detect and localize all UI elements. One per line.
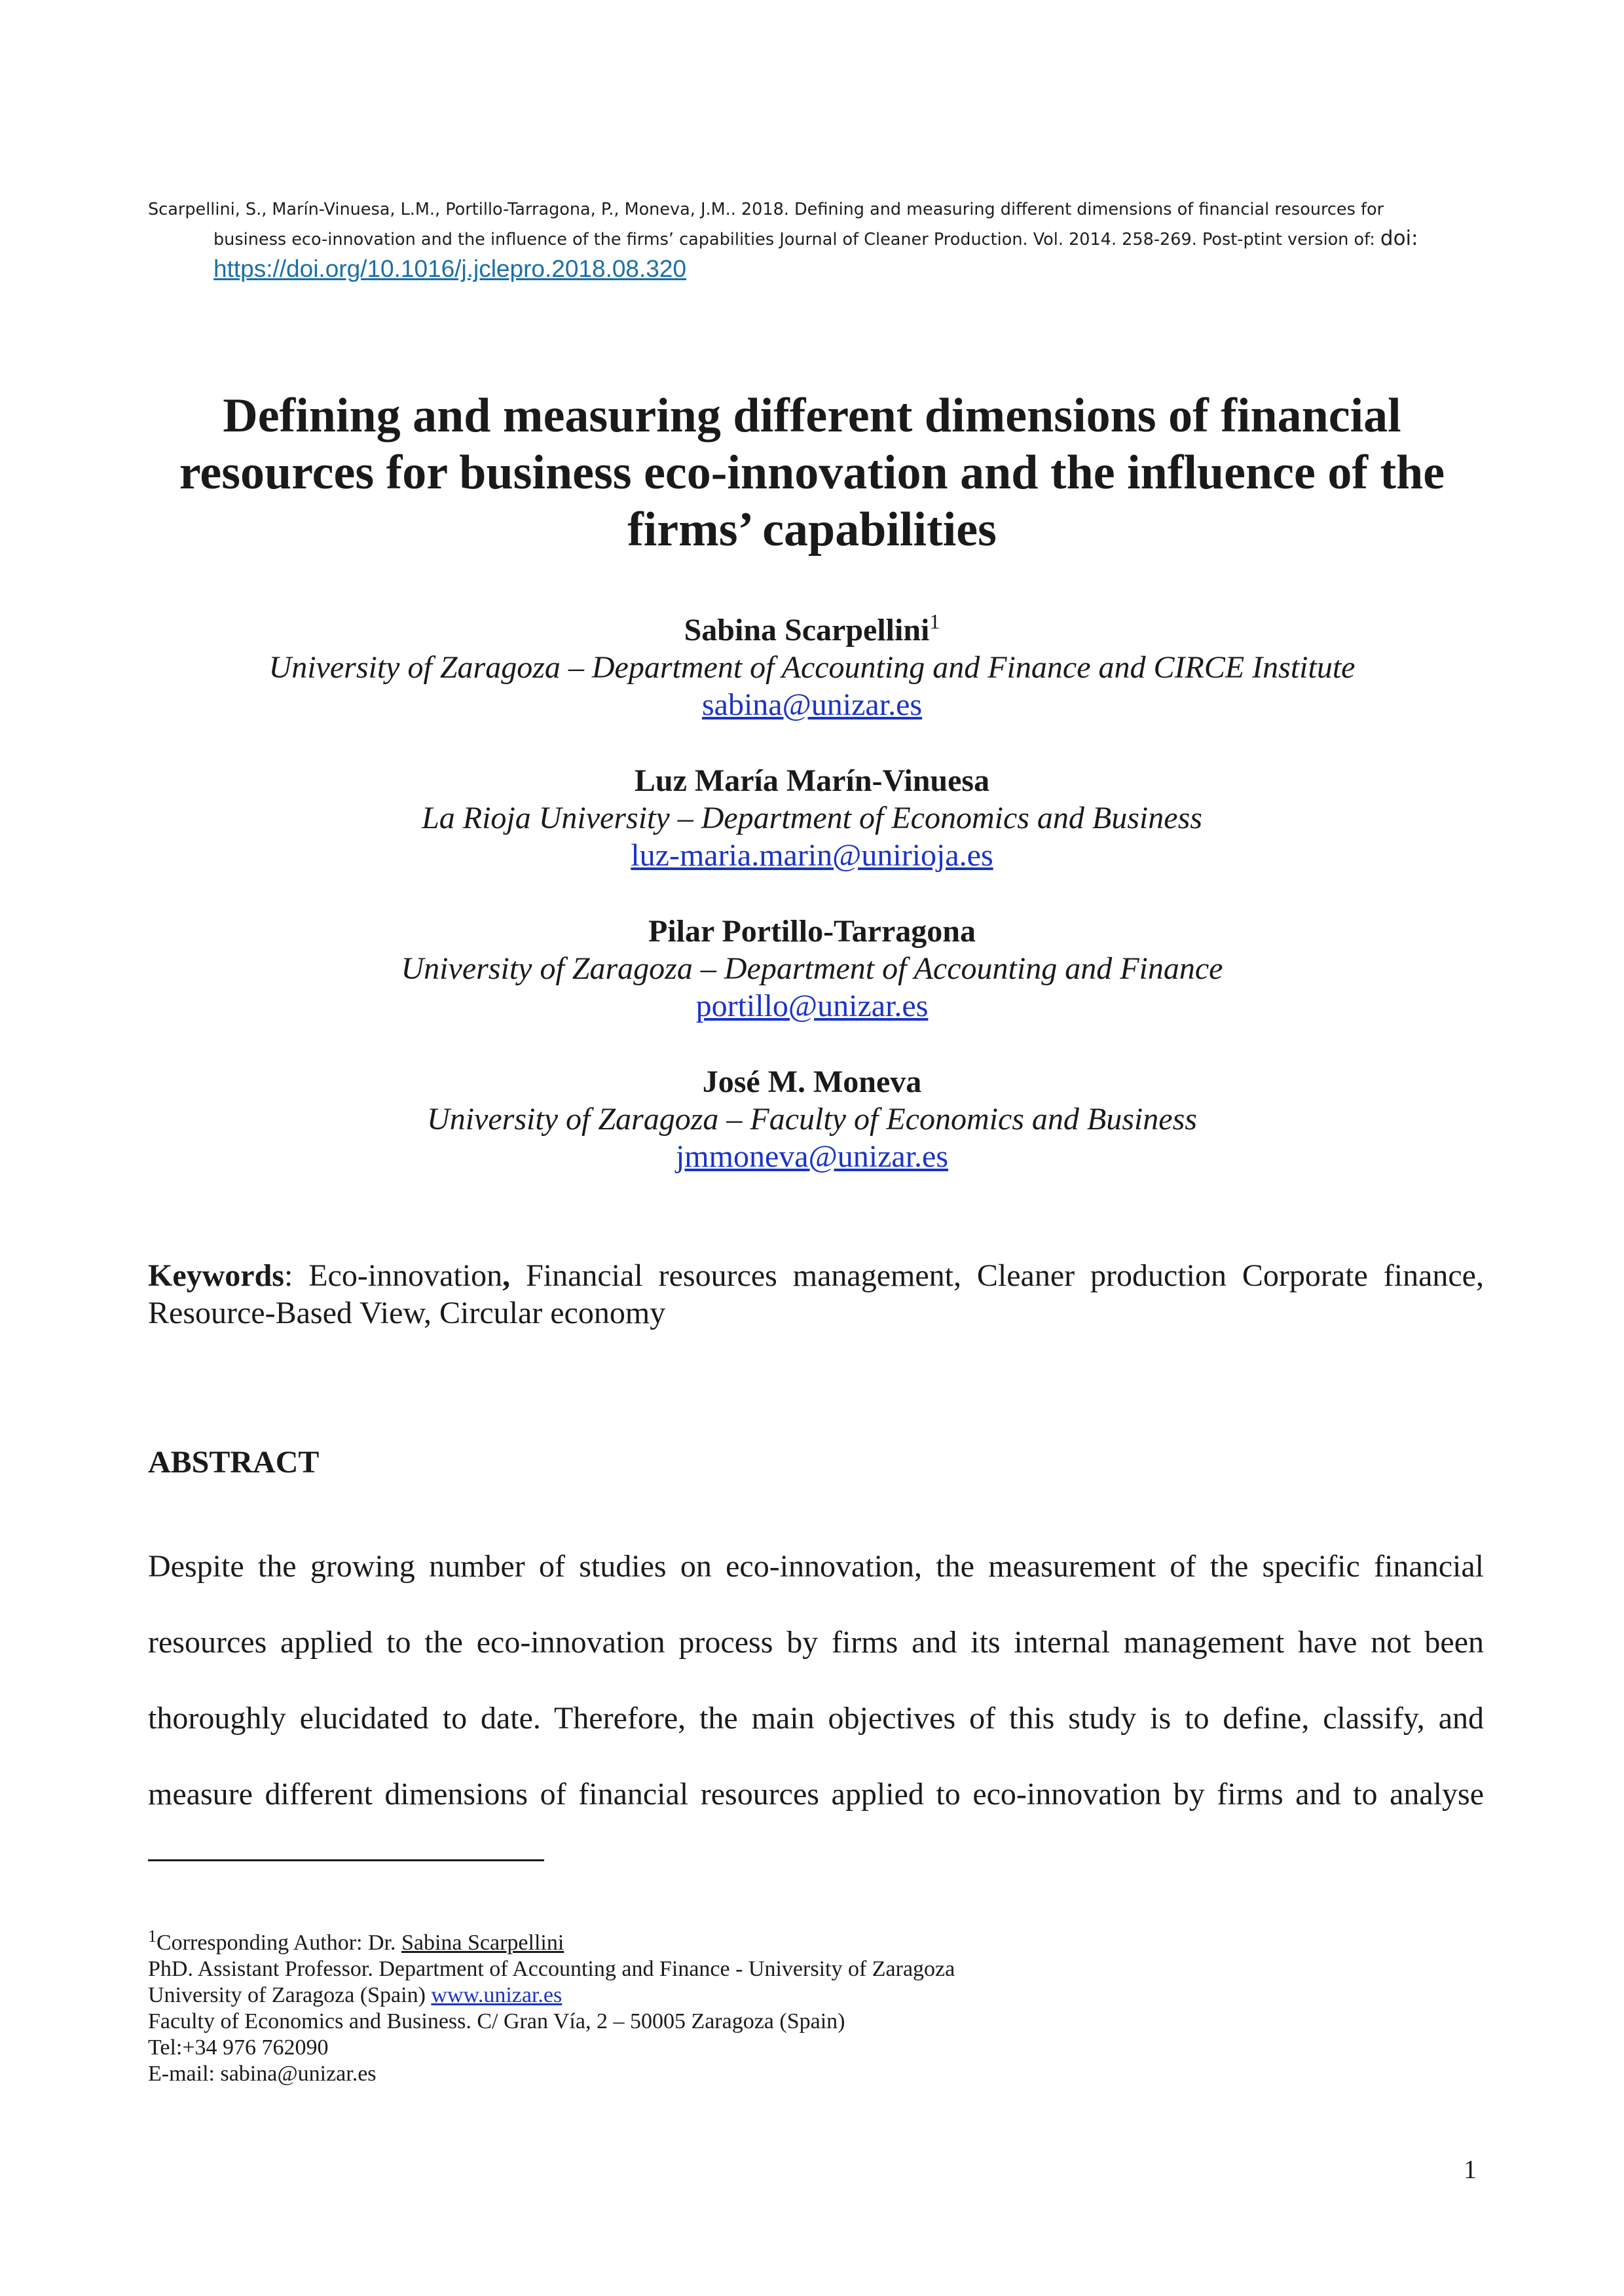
author-email-row <box>118 1138 1506 1175</box>
keywords-rest: Financial resources management, Cleaner production Corporate finance, Resource-Based View, Circular economy <box>148 1258 1484 1330</box>
author-email-row <box>118 686 1506 723</box>
author-affiliation: University of Zaragoza – Department of Accounting and Finance and CIRCE Institute <box>268 650 1356 685</box>
footnote-line-3 <box>148 1982 1484 2009</box>
citation-line-2-text: business eco-innovation and the influence of the firms’ capabilities Journal of Cleaner Production. Vol. 2014. 258-269. Post-ptint version of: <box>213 230 1380 249</box>
footnote-divider <box>148 1859 544 1861</box>
citation-line-2 <box>148 224 1484 254</box>
author-email-row <box>118 837 1506 874</box>
author-name: José M. Moneva <box>702 1065 922 1099</box>
footnote-mark: 1 <box>929 610 940 633</box>
author-name <box>118 611 1506 649</box>
abstract-heading: ABSTRACT <box>148 1445 320 1480</box>
footnote-line-6: E-mail: sabina@unizar.es <box>148 2062 377 2086</box>
author-email-link[interactable]: sabina@unizar.es <box>701 687 923 722</box>
footnote <box>148 1927 1484 2087</box>
page-number: 1 <box>1464 2155 1477 2184</box>
citation-line-3 <box>148 254 1484 286</box>
footnote-line-4: Faculty of Economics and Business. C/ Gran Vía, 2 – 50005 Zaragoza (Spain) <box>148 2009 845 2033</box>
author-name-text: Sabina Scarpellini <box>684 613 930 647</box>
university-website-link[interactable]: www.unizar.es <box>431 1983 563 2007</box>
author-block <box>118 913 1506 1025</box>
author-name: Luz María Marín-Vinuesa <box>634 763 990 798</box>
title-line-1: Defining and measuring different dimensions of financial <box>223 389 1401 443</box>
footnote-line-5: Tel:+34 976 762090 <box>148 2035 329 2060</box>
author-email-link[interactable]: jmmoneva@unizar.es <box>675 1139 949 1174</box>
abstract-line: resources applied to the eco-innovation process by firms and its internal management have not been <box>148 1625 1484 1660</box>
keywords-comma: , <box>502 1258 511 1293</box>
author-affiliation: La Rioja University – Department of Economics and Business <box>422 801 1202 835</box>
abstract-line: thoroughly elucidated to date. Therefore, the main objectives of this study is to define, classify, and <box>148 1701 1484 1736</box>
paper-title <box>118 388 1506 558</box>
footnote-mark: 1 <box>148 1927 157 1946</box>
abstract-line: measure different dimensions of financial resources applied to eco-innovation by firms and to analyse <box>148 1777 1484 1812</box>
footnote-line-3-prefix: University of Zaragoza (Spain) <box>148 1983 432 2007</box>
author-email-row <box>118 987 1506 1025</box>
footnote-line-2: PhD. Assistant Professor. Department of Accounting and Finance - University of Zaragoza <box>148 1957 955 1981</box>
author-list <box>118 611 1506 1214</box>
author-block <box>118 762 1506 874</box>
author-affiliation: University of Zaragoza – Faculty of Economics and Business <box>427 1102 1197 1137</box>
keywords-section <box>148 1257 1484 1332</box>
title-line-2: resources for business eco-innovation and the influence of the <box>179 446 1445 500</box>
doi-label: doi: <box>1380 227 1418 250</box>
keywords-label: Keywords <box>148 1258 284 1293</box>
title-line-3: firms’ capabilities <box>627 503 997 556</box>
author-email-link[interactable]: portillo@unizar.es <box>695 989 929 1023</box>
citation-header <box>148 195 1484 286</box>
abstract-body <box>148 1529 1484 1832</box>
keywords-first: : Eco-innovation <box>284 1258 503 1293</box>
author-name: Pilar Portillo-Tarragona <box>648 914 976 949</box>
footnote-line-1 <box>148 1927 1484 1956</box>
author-email-link[interactable]: luz-maria.marin@unirioja.es <box>631 838 993 873</box>
citation-line-1: Scarpellini, S., Marín-Vinuesa, L.M., Portillo-Tarragona, P., Moneva, J.M.. 2018. Defining and measuring different dimensions of financial resources for <box>148 200 1384 219</box>
author-block <box>118 1063 1506 1175</box>
corresponding-author-name: Sabina Scarpellini <box>401 1931 564 1955</box>
footnote-line-1-prefix: Corresponding Author: Dr. <box>157 1931 401 1955</box>
author-block <box>118 611 1506 723</box>
doi-link[interactable]: https://doi.org/10.1016/j.jclepro.2018.08.320 <box>213 255 687 282</box>
abstract-line: Despite the growing number of studies on eco-innovation, the measurement of the specific financial <box>148 1549 1484 1584</box>
author-affiliation: University of Zaragoza – Department of Accounting and Finance <box>401 951 1223 986</box>
